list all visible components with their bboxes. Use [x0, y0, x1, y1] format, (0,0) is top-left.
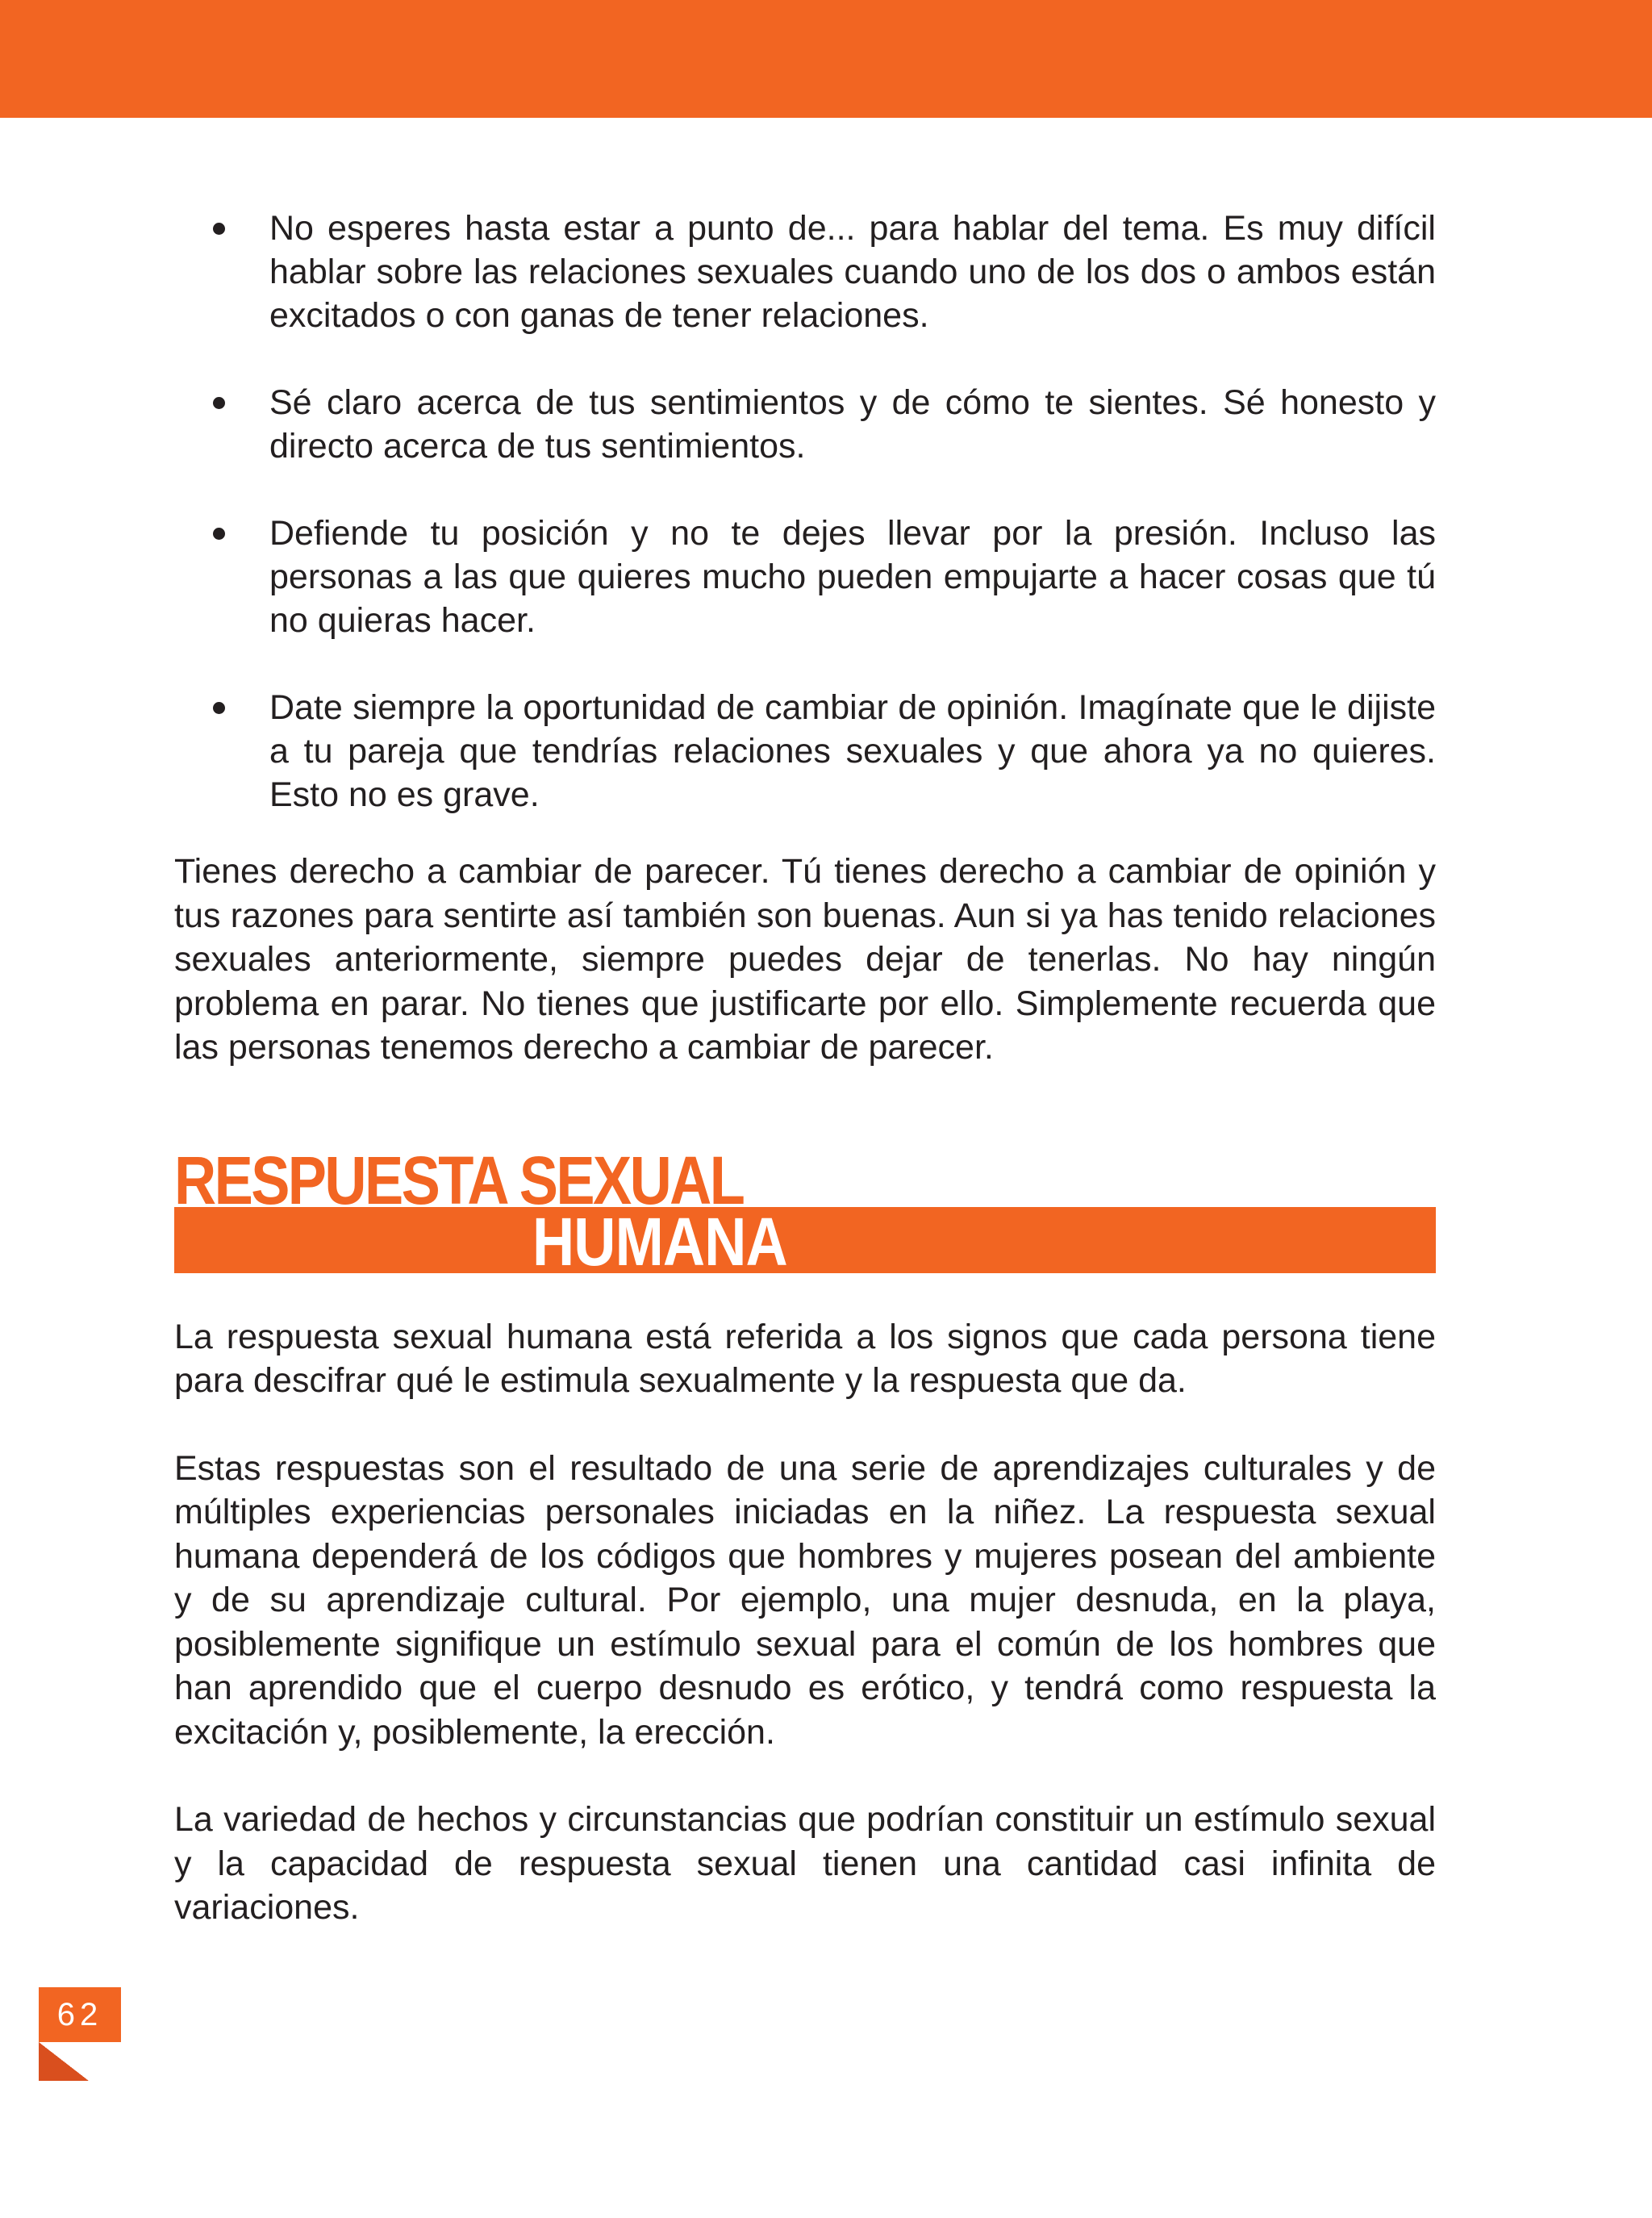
tips-list [174, 207, 1436, 817]
section-heading [174, 1141, 1436, 1278]
list-item-text: Defiende tu posición y no te dejes llevar por la presión. Incluso las personas a las que quieres mucho pueden empujarte a hacer cosas que tú no quieras hacer. [269, 514, 1436, 640]
page-number: 62 [56, 1997, 103, 2032]
section-paragraph: La variedad de hechos y circunstancias que podrían constituir un estímulo sexual y la capacidad de respuesta sexual tienen una cantidad casi infinita de variaciones. [174, 1800, 1436, 1927]
page-tab-fold [39, 2042, 89, 2081]
bullet-icon [213, 223, 225, 235]
bullet-icon [213, 702, 225, 714]
section-paragraph: La respuesta sexual humana está referida a los signos que cada persona tiene para descifrar qué le estimula sexualmente y la respuesta que da. [174, 1317, 1436, 1400]
section-title-line1: RESPUESTA SEXUAL [174, 1142, 744, 1218]
list-item-text: No esperes hasta estar a punto de... para hablar del tema. Es muy difícil hablar sobre las relaciones sexuales cuando uno de los dos o ambos están excitados o con ganas de tener relaciones. [269, 209, 1436, 335]
list-item [174, 512, 1436, 642]
bullet-icon [213, 528, 225, 540]
list-item [174, 686, 1436, 817]
header-band [0, 0, 1652, 118]
page-content [174, 207, 1436, 1930]
section-paragraph: Estas respuestas son el resultado de una serie de aprendizajes culturales y de múltiples experiencias personales iniciadas en la niñez. La respuesta sexual humana dependerá de los códigos que hombres y mujeres posean del ambiente y de su aprendizaje cultural. Por ejemplo, una mujer desnuda, en la playa, posiblemente signifique un estímulo sexual para el común de los hombres que han aprendido que el cuerpo desnudo es erótico, y tendrá como respuesta la excitación y, posiblemente, la erección. [174, 1448, 1436, 1752]
section-title-line2: HUMANA [532, 1203, 787, 1280]
list-item-text: Date siempre la oportunidad de cambiar de opinión. Imagínate que le dijiste a tu pareja que tendrías relaciones sexuales y que ahora ya no quieres. Esto no es grave. [269, 688, 1436, 814]
list-item [174, 207, 1436, 337]
intro-paragraph: Tienes derecho a cambiar de parecer. Tú tienes derecho a cambiar de opinión y tus razones para sentirte así también son buenas. Aun si ya has tenido relaciones sexuales anteriormente, siempre puedes dejar de tenerlas. No hay ningún problema en parar. No tienes que justificarte por ello. Simplemente recuerda que las personas tenemos derecho a cambiar de parecer. [174, 852, 1436, 1067]
list-item-text: Sé claro acerca de tus sentimientos y de cómo te sientes. Sé honesto y directo acerca de tus sentimientos. [269, 383, 1436, 466]
bullet-icon [213, 397, 225, 409]
list-item [174, 381, 1436, 468]
